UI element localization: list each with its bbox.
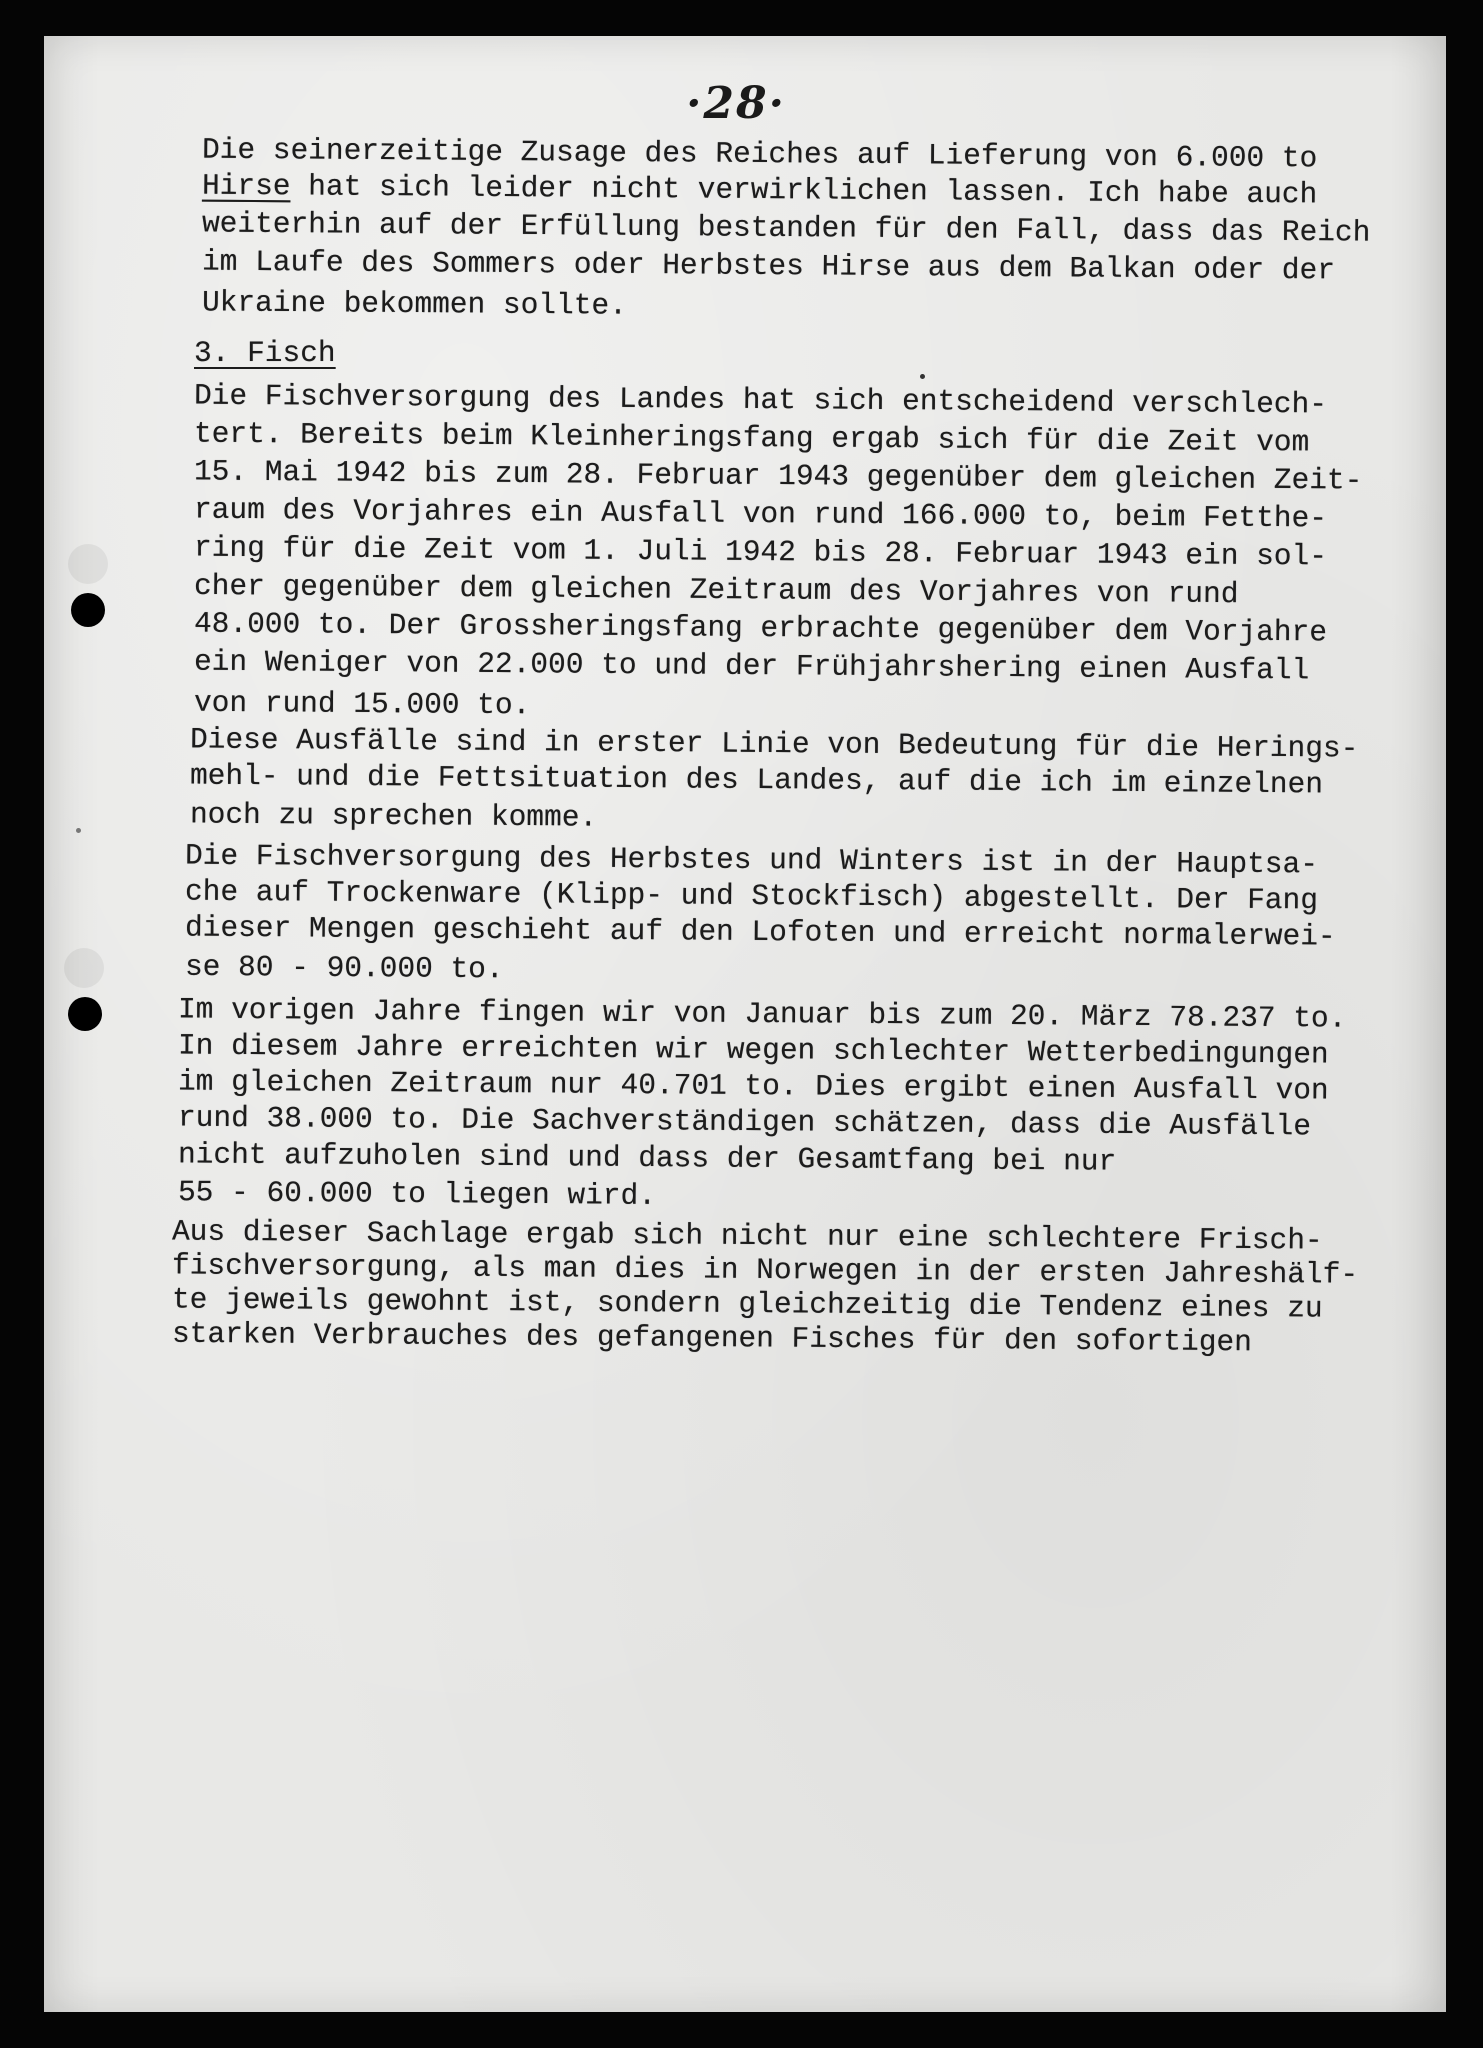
text-line: ein Weniger von 22.000 to und der Frühjahrshering einen Ausfall (193, 644, 1310, 688)
hirse-underlined-word: Hirse (201, 168, 291, 204)
text-line: im Laufe des Sommers oder Herbstes Hirse aus dem Balkan oder der (201, 244, 1336, 288)
text-line-rest: hat sich leider nicht verwirklichen lassen. Ich habe auch (290, 169, 1318, 212)
paragraph-fischversorgung (193, 378, 1363, 723)
text-line: von rund 15.000 to. (193, 685, 531, 723)
text-line: Die Fischversorgung des Herbstes und Winters ist in der Hauptsa- (184, 838, 1319, 882)
text-line (201, 168, 1318, 212)
paper-speck (920, 374, 925, 379)
text-line: Im vorigen Jahre fingen wir von Januar bis zum 20. März 78.237 to. (177, 992, 1347, 1036)
text-line: te jeweils gewohnt ist, sondern gleichzeitig die Tendenz eines zu (171, 1282, 1323, 1326)
paragraph-vorjahr-vergleich (177, 992, 1347, 1236)
text-line: se 80 - 90.000 to. (184, 949, 504, 987)
paragraph-sachlage (171, 1214, 1359, 1399)
text-line: mehl- und die Fettsituation des Landes, auf die ich im einzelnen (189, 758, 1324, 802)
text-line: cher gegenüber dem gleichen Zeitraum des Vorjahres von rund (193, 568, 1239, 612)
document-page (44, 36, 1446, 2012)
text-line: starken Verbrauches des gefangenen Fisches für den sofortigen (171, 1316, 1253, 1360)
text-line: noch zu sprechen komme. (189, 797, 598, 835)
paper-speck (76, 828, 81, 833)
text-line: 15. Mai 1942 bis zum 28. Februar 1943 gegenüber dem gleichen Zeit- (193, 454, 1363, 498)
text-line: 48.000 to. Der Grossheringsfang erbrachte gegenüber dem Vorjahre (193, 606, 1328, 650)
text-line: Die seinerzeitige Zusage des Reiches auf Lieferung von 6.000 to (201, 132, 1318, 176)
text-line: In diesem Jahre erreichten wir wegen schlechter Wetterbedingungen (177, 1028, 1329, 1072)
text-line: rund 38.000 to. Die Sachverständigen schätzen, dass die Ausfälle (177, 1100, 1312, 1144)
text-line: 55 - 60.000 to liegen wird. (177, 1175, 657, 1213)
punch-hole-ghost-lower (64, 948, 104, 988)
text-line: Die Fischversorgung des Landes hat sich entscheidend verschlech- (193, 378, 1328, 422)
section-heading-fisch: 3. Fisch (194, 336, 336, 370)
text-line: Ukraine bekommen sollte. (201, 285, 628, 323)
text-line: im gleichen Zeitraum nur 40.701 to. Dies ergibt einen Ausfall von (177, 1064, 1329, 1108)
text-line: che auf Trockenware (Klipp- und Stockfisch) abgestellt. Der Fang (184, 874, 1319, 918)
text-line: Aus dieser Sachlage ergab sich nicht nur eine schlechtere Frisch- (171, 1214, 1323, 1258)
text-line: ring für die Zeit vom 1. Juli 1942 bis 28. Februar 1943 ein sol- (193, 530, 1328, 574)
text-line: Diese Ausfälle sind in erster Linie von Bedeutung für die Herings- (189, 722, 1359, 766)
text-line: raum des Vorjahres ein Ausfall von rund 166.000 to, beim Fetthe- (193, 492, 1328, 536)
punch-hole-ghost-upper (68, 544, 108, 584)
page-number: ·28· (686, 78, 786, 129)
text-line: dieser Mengen geschieht auf den Lofoten und erreicht normalerwei- (184, 910, 1336, 954)
punch-hole-lower (68, 997, 102, 1031)
text-line: fischversorgung, als man dies in Norwegen in der ersten Jahreshälf- (171, 1248, 1359, 1292)
text-line: tert. Bereits beim Kleinheringsfang ergab sich für die Zeit vom (193, 416, 1310, 460)
text-line: weiterhin auf der Erfüllung bestanden für den Fall, dass das Reich (201, 206, 1371, 250)
paragraph-hirse (201, 132, 1371, 347)
text-line: nicht aufzuholen sind und dass der Gesamtfang bei nur (177, 1137, 1117, 1179)
punch-hole-upper (71, 593, 105, 627)
